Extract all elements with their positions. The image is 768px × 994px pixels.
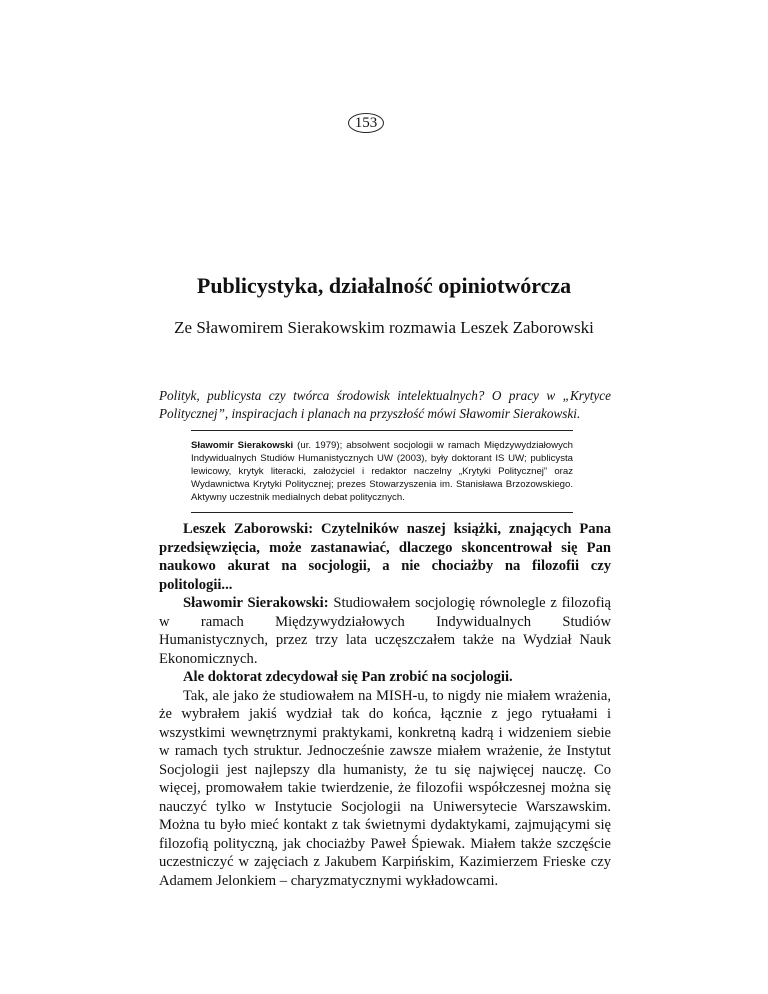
- bio-name: Sławomir Sierakowski: [191, 440, 294, 451]
- article-subtitle: Ze Sławomirem Sierakowskim rozmawia Leszek Zaborowski: [174, 318, 594, 337]
- article-title: Publicystyka, działalność opiniotwórcza: [196, 273, 572, 298]
- answer-1-text: Studiowałem socjologię równolegle z filozofią w ramach Międzywydziałowych Indywidualnych Studiów Humanistycznych, przez trzy lata uczęszczałem także na Wydział Nauk Ekonomicznych.: [159, 595, 611, 667]
- answer-2: Tak, ale jako że studiowałem na MISH-u, to nigdy nie miałem wrażenia, że wybrałem jakiś wydział tak do końca, łącznie z jego rytuałami i wszystkimi wewnętrznymi praktykami, konkretną kadrą i widzeniem siebie w ramach tych struktur. Jednocześnie zawsze miałem wrażenie, że Instytut Socjologii jest najlepszy dla humanisty, że tu się najwięcej nauczę. Co więcej, promowałem takie twierdzenie, że filozofii współczesnej można się nauczyć tylko w Instytucie Socjologii na Uniwersytecie Warszawskim. Można tu było mieć kontakt z tak świetnymi dydaktykami, zajmującymi się filozofią polityczną, jak chociażby Paweł Śpiewak. Miałem także szczęście uczestniczyć w zajęciach z Jakubem Karpińskim, Kazimierzem Frieske czy Adamem Jelonkiem – charyzmatycznymi wykładowcami.: [159, 687, 611, 889]
- question-2: Ale doktorat zdecydował się Pan zrobić na socjologii.: [183, 669, 513, 685]
- answer-1: [159, 594, 611, 668]
- author-bio: [191, 439, 573, 504]
- question-1: Leszek Zaborowski: Czytelników naszej książki, znających Pana przedsięwzięcia, może zastanawiać, dlaczego skoncentrował się Pan naukowo akurat na socjologii, a nie chociażby na filozofii czy politologii...: [159, 521, 611, 593]
- answer-1-speaker: Sławomir Sierakowski:: [183, 595, 329, 611]
- bio-text: (ur. 1979); absolwent socjologii w ramach Międzywydziałowych Indywidualnych Studiów Humanistycznych UW (2003), były doktorant IS UW; publicysta lewicowy, krytyk literacki, założyciel i redaktor naczelny „Krytyki Politycznej” oraz Wydawnictwa Krytyki Politycznej; prezes Stowarzyszenia im. Stanisława Brzozowskiego. Aktywny uczestnik medialnych debat politycznych.: [191, 440, 573, 503]
- page-number: 153: [346, 112, 386, 134]
- interview-body: [159, 520, 611, 890]
- lead-paragraph: Polityk, publicysta czy twórca środowisk intelektualnych? O pracy w „Krytyce Politycznej”, inspiracjach i planach na przyszłość mówi Sławomir Sierakowski.: [159, 388, 611, 421]
- author-bio-box: [191, 430, 573, 513]
